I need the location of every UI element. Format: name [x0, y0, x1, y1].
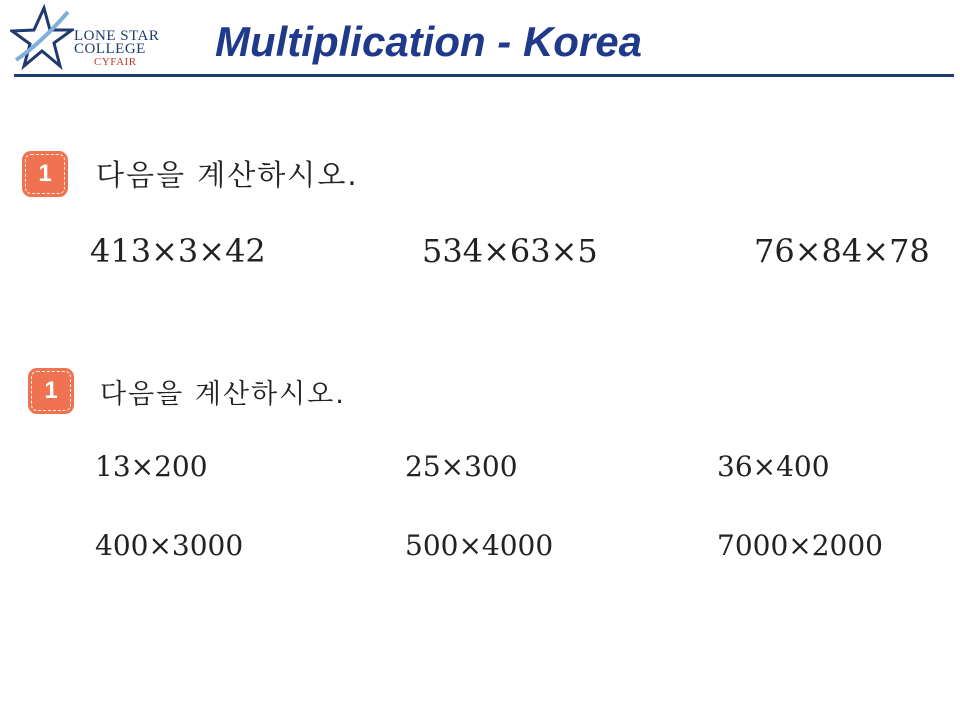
logo-line-2: COLLEGE — [74, 41, 146, 57]
title-underline — [14, 74, 954, 77]
problem-7: 400×3000 — [95, 529, 244, 562]
problem-9: 7000×2000 — [717, 529, 883, 562]
star-logo-icon — [10, 4, 74, 76]
problem-6: 36×400 — [717, 450, 830, 483]
page-title: Multiplication - Korea — [215, 18, 643, 65]
problem-1: 413×3×42 — [90, 232, 266, 270]
problem-4: 13×200 — [95, 450, 208, 483]
problem-8: 500×4000 — [405, 529, 554, 562]
problem-2: 534×63×5 — [422, 232, 598, 270]
college-logo — [10, 4, 160, 76]
section-2-instruction: 다음을 계산하시오. — [100, 379, 346, 410]
section-2-number-badge — [28, 368, 74, 414]
logo-line-3: CYFAIR — [94, 56, 137, 68]
logo-line-1: LONE STAR — [74, 28, 160, 44]
problem-3: 76×84×78 — [754, 232, 930, 270]
problem-5: 25×300 — [405, 450, 518, 483]
section-1-number-badge — [22, 151, 68, 197]
badge-number: 1 — [38, 160, 52, 187]
section-1-instruction: 다음을 계산하시오. — [96, 158, 359, 192]
logo-text — [74, 30, 159, 69]
badge-number: 1 — [44, 377, 58, 404]
